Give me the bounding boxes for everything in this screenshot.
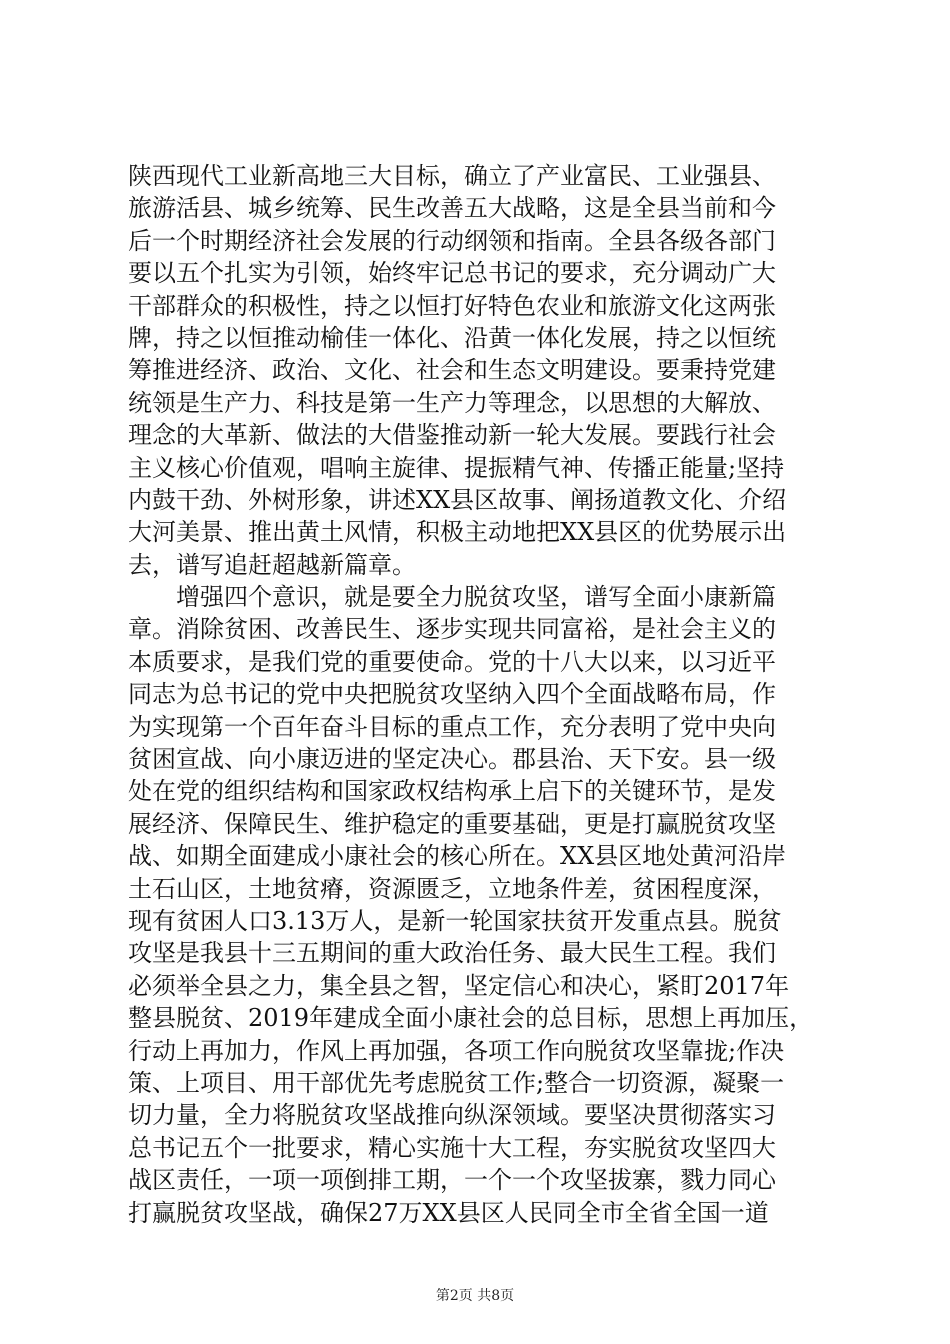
text-line: 攻坚是我县十三五期间的重大政治任务、最大民生工程。我们: [128, 939, 776, 968]
text-line: 要以五个扎实为引领，始终牢记总书记的要求，充分调动广大: [128, 259, 776, 288]
text-line: 后一个时期经济社会发展的行动纲领和指南。全县各级各部门: [128, 226, 776, 255]
text-line: 战、如期全面建成小康社会的核心所在。XX县区地处黄河沿岸: [128, 842, 787, 871]
page-footer: 第2页 共8页: [435, 1288, 515, 1304]
text-line: 主义核心价值观，唱响主旋律、提振精气神、传播正能量;坚持: [128, 453, 785, 482]
text-line: 旅游活县、城乡统筹、民生改善五大战略，这是全县当前和今: [128, 194, 776, 223]
text-line: 增强四个意识，就是要全力脱贫攻坚，谱写全面小康新篇: [128, 583, 776, 612]
text-line: 处在党的组织结构和国家政权结构承上启下的关键环节，是发: [128, 777, 776, 806]
text-line: 整县脱贫、2019年建成全面小康社会的总目标，思想上再加压，: [128, 1004, 814, 1033]
text-line: 为实现第一个百年奋斗目标的重点工作，充分表明了党中央向: [128, 712, 776, 741]
text-line: 本质要求，是我们党的重要使命。党的十八大以来，以习近平: [128, 647, 776, 676]
text-line: 筹推进经济、政治、文化、社会和生态文明建设。要秉持党建: [128, 356, 776, 385]
text-line: 必须举全县之力，集全县之智，坚定信心和决心，紧盯2017年: [128, 971, 790, 1000]
text-line: 土石山区，土地贫瘠，资源匮乏，立地条件差，贫困程度深，: [128, 874, 776, 903]
text-line: 章。消除贫困、改善民生、逐步实现共同富裕，是社会主义的: [128, 615, 776, 644]
text-line: 牌，持之以恒推动榆佳一体化、沿黄一体化发展，持之以恒统: [128, 323, 776, 352]
text-line: 总书记五个一批要求，精心实施十大工程，夯实脱贫攻坚四大: [128, 1133, 776, 1162]
text-line: 行动上再加力，作风上再加强，各项工作向脱贫攻坚靠拢;作决: [128, 1036, 785, 1065]
text-line: 理念的大革新、做法的大借鉴推动新一轮大发展。要践行社会: [128, 421, 776, 450]
text-line: 现有贫困人口3.13万人，是新一轮国家扶贫开发重点县。脱贫: [128, 906, 782, 935]
text-line: 大河美景、推出黄土风情，积极主动地把XX县区的优势展示出: [128, 518, 787, 547]
text-line: 策、上项目、用干部优先考虑脱贫工作;整合一切资源，凝聚一: [128, 1068, 785, 1097]
text-line: 同志为总书记的党中央把脱贫攻坚纳入四个全面战略布局，作: [128, 680, 776, 709]
body-text: [128, 160, 828, 1229]
text-line: 内鼓干劲、外树形象，讲述XX县区故事、阐扬道教文化、介绍: [128, 485, 787, 514]
text-line: 统领是生产力、科技是第一生产力等理念，以思想的大解放、: [128, 388, 776, 417]
text-line: 去，谱写追赶超越新篇章。: [128, 550, 416, 579]
text-line: 干部群众的积极性，持之以恒打好特色农业和旅游文化这两张: [128, 291, 776, 320]
text-line: 切力量，全力将脱贫攻坚战推向纵深领域。要坚决贯彻落实习: [128, 1101, 776, 1130]
text-line: 贫困宣战、向小康迈进的坚定决心。郡县治、天下安。县一级: [128, 745, 776, 774]
text-line: 打赢脱贫攻坚战，确保27万XX县区人民同全市全省全国一道: [128, 1198, 769, 1227]
text-line: 陕西现代工业新高地三大目标，确立了产业富民、工业强县、: [128, 162, 776, 190]
text-line: 战区责任，一项一项倒排工期，一个一个攻坚拔寨，戮力同心: [128, 1166, 776, 1195]
text-line: 展经济、保障民生、维护稳定的重要基础，更是打赢脱贫攻坚: [128, 809, 776, 838]
